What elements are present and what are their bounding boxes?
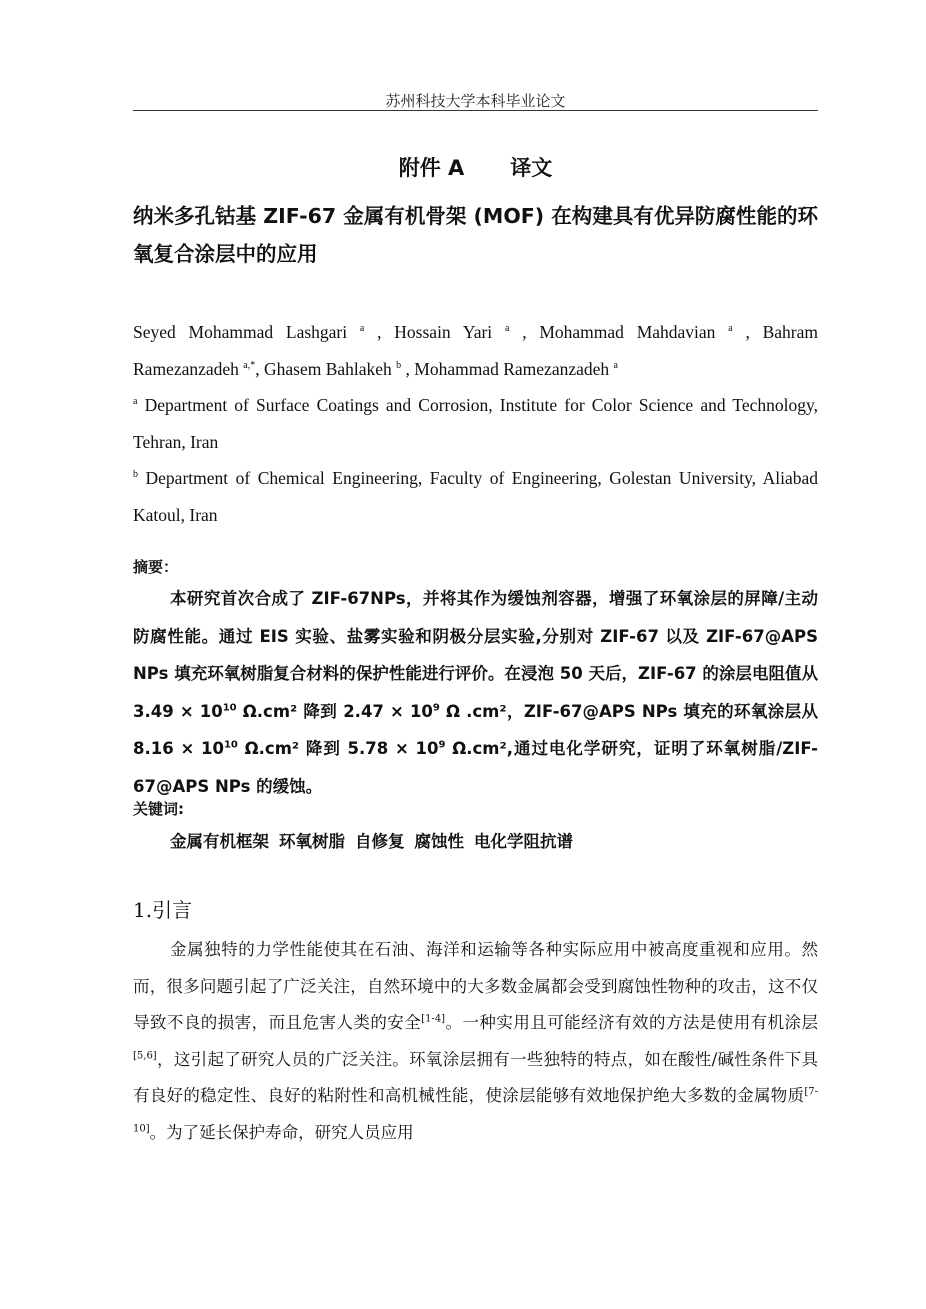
appendix-heading: 译文	[510, 156, 553, 180]
abstract-text: 本研究首次合成了 ZIF-67NPs，并将其作为缓蚀剂容器，增强了环氧涂层的屏障/主动防腐性能。通过 EIS 实验、盐雾实验和阴极分层实验,分别对 ZIF-67 以及 ZIF-67@APS NPs 填充环氧树脂复合材料的保护性能进行评价。在浸泡 50 天后，ZIF-67 的涂层电阻值从 3.49 × 10	[133, 589, 818, 721]
author-name: Hossain Yari	[394, 322, 493, 342]
keyword: 环氧树脂	[279, 832, 345, 851]
header-rule	[133, 110, 818, 111]
exponent: 10	[222, 702, 237, 713]
abstract-text: Ω .cm²，ZIF-67@APS NPs 填充的环氧涂层从 8.16 × 10	[133, 701, 818, 758]
citation: [7-10]	[133, 1086, 818, 1134]
author-affiliation-mark: a	[728, 323, 733, 335]
author-affiliation-mark: b	[396, 359, 402, 371]
abstract-label: 摘要：	[133, 558, 179, 576]
keyword: 腐蚀性	[414, 832, 464, 851]
author-affiliation-mark: a,*	[243, 359, 256, 371]
abstract-text: Ω.cm² 降到 5.78 × 10	[237, 739, 439, 758]
author-affiliation-mark: a	[613, 359, 618, 371]
appendix-title	[133, 152, 818, 182]
introduction-body	[133, 932, 818, 1151]
author-name: Seyed Mohammad Lashgari	[133, 322, 348, 342]
keyword: 金属有机框架	[170, 832, 269, 851]
affiliation-text: Department of Surface Coatings and Corrosion, Institute for Color Science and Technology, Tehran, Iran	[133, 395, 819, 452]
affiliation-mark: a	[133, 396, 138, 408]
body-text: ，这引起了研究人员的广泛关注。环氧涂层拥有一些独特的特点，如在酸性/碱性条件下具有良好的稳定性、良好的粘附性和高机械性能，使涂层能够有效地保护绝大多数的金属物质	[133, 1049, 818, 1105]
author-name: Ghasem Bahlakeh	[263, 358, 392, 379]
author-name: Mohammad Mahdavian	[539, 322, 716, 342]
abstract-text: Ω.cm² 降到 2.47 × 10	[236, 701, 433, 721]
abstract-body	[133, 580, 818, 805]
running-header: 苏州科技大学本科毕业论文	[385, 92, 566, 110]
body-text: 。为了延长保护寿命，研究人员应用	[149, 1122, 414, 1142]
paper-title: 纳米多孔钴基 ZIF-67 金属有机骨架 (MOF) 在构建具有优异防腐性能的环氧复合涂层中的应用	[133, 204, 818, 266]
author-name: Mohammad Ramezanzadeh	[414, 358, 610, 379]
citation: [5,6]	[133, 1050, 157, 1061]
keywords-label: 关键词:	[133, 800, 184, 818]
author-list: Seyed Mohammad Lashgari $^a$ , Hossain Yari $^a$ , Mohammad Mahdavian $^a$ , Bahram Ramezanzadeh $^{a,*}$, Ghasem Bahlakeh $^b$ , Mohammad Ramezanzadeh $^a$	[133, 322, 818, 379]
abstract-text: Ω.cm²,通过电化学研究，证明了环氧树脂/ZIF-67@APS NPs 的缓蚀。	[133, 739, 818, 796]
keywords-list	[170, 828, 583, 852]
exponent: 10	[223, 739, 238, 751]
section-heading: 1.引言	[133, 898, 193, 922]
appendix-label: 附件 A	[398, 156, 465, 180]
author-name: Bahram Ramezanzadeh	[133, 322, 818, 379]
affiliation-b	[133, 460, 818, 533]
affiliation-a	[133, 387, 818, 460]
body-text: 金属独特的力学性能使其在石油、海洋和运输等各种实际应用中被高度重视和应用。然而，很多问题引起了广泛关注，自然环境中的大多数金属都会受到腐蚀性物种的攻击，这不仅导致不良的损害，而且危害人类的安全	[133, 940, 818, 1032]
keyword: 自修复	[355, 832, 405, 851]
affiliation-text: Department of Chemical Engineering, Faculty of Engineering, Golestan University, Aliabad Katoul, Iran	[133, 468, 818, 525]
introduction-paragraph	[133, 932, 818, 1151]
keyword: 电化学阻抗谱	[474, 832, 573, 851]
citation: [1-4]	[421, 1013, 446, 1025]
author-affiliation-mark: a	[504, 323, 510, 335]
body-text: 。一种实用且可能经济有效的方法是使用有机涂层	[445, 1013, 819, 1032]
exponent: 9	[432, 702, 440, 713]
author-affiliation-mark: a	[359, 323, 365, 335]
affiliation-mark: b	[133, 469, 138, 481]
exponent: 9	[438, 739, 446, 751]
abstract-paragraph	[133, 580, 818, 805]
